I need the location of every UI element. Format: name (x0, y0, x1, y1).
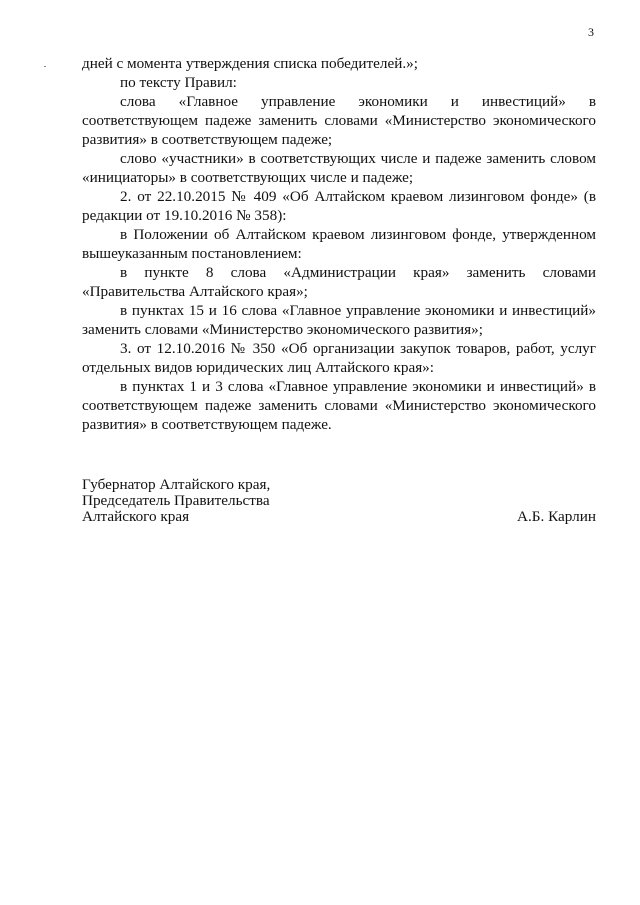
paragraph-points-15-16: в пунктах 15 и 16 слова «Главное управление экономики и инвестиций» заменить словами «Министерство экономического развития»; (82, 302, 596, 338)
signature-block (82, 477, 596, 525)
paragraph-rules-text: по тексту Правил: (120, 74, 237, 91)
stray-mark (44, 66, 46, 67)
document-body (82, 54, 596, 434)
signatory-name: А.Б. Карлин (517, 508, 596, 525)
paragraph-continuation: дней с момента утверждения списка победителей.»; (82, 55, 418, 72)
paragraph-point-8: в пункте 8 слова «Администрации края» заменить словами «Правительства Алтайского края»; (82, 264, 596, 300)
paragraph-item-2: 2. от 22.10.2015 № 409 «Об Алтайском краевом лизинговом фонде» (в редакции от 19.10.2016 № 358): (82, 188, 596, 224)
signature-title-line1: Губернатор Алтайского края, (82, 476, 271, 493)
signature-title-line3: Алтайского края (82, 508, 190, 525)
page-number: 3 (588, 25, 594, 39)
signature-row (82, 509, 596, 525)
paragraph-item-3: 3. от 12.10.2016 № 350 «Об организации закупок товаров, работ, услуг отдельных видов юридических лиц Алтайского края»: (82, 340, 596, 376)
paragraph-leasing-fund-regulation: в Положении об Алтайском краевом лизинговом фонде, утвержденном вышеуказанным постановлением: (82, 226, 596, 262)
paragraph-replace-main-department: слова «Главное управление экономики и инвестиций» в соответствующем падеже заменить словами «Министерство экономического развития» в соответствующем падеже; (82, 93, 596, 148)
signature-title-line2: Председатель Правительства (82, 492, 270, 509)
paragraph-replace-participants: слово «участники» в соответствующих числе и падеже заменить словом «инициаторы» в соответствующих числе и падеже; (82, 150, 596, 186)
paragraph-points-1-3: в пунктах 1 и 3 слова «Главное управление экономики и инвестиций» в соответствующем падеже заменить словами «Министерство экономического развития» в соответствующем падеже. (82, 378, 596, 433)
